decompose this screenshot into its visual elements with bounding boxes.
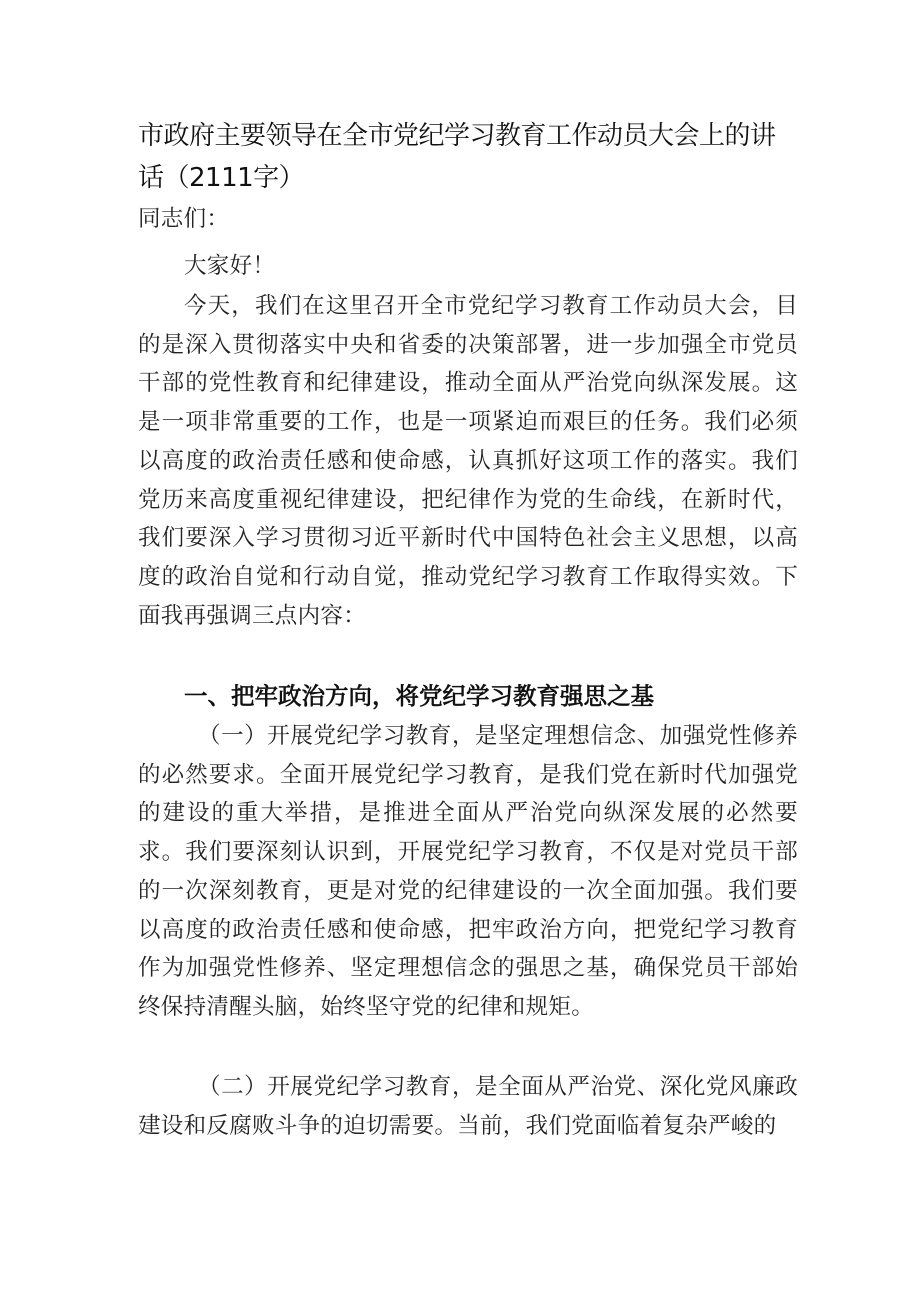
salutation: 同志们： — [138, 206, 230, 232]
greeting: 大家好！ — [184, 253, 276, 279]
section-heading-1: 一、把牢政治方向，将党纪学习教育强思之基 — [184, 682, 654, 710]
document-title: 市政府主要领导在全市党纪学习教育工作动员大会上的讲话（2111字） — [138, 121, 776, 193]
paragraph-point-1: （一）开展党纪学习教育，是坚定理想信念、加强党性修养的必然要求。全面开展党纪学习教育，是我们党在新时代加强党的建设的重大举措，是推进全面从严治党向纵深发展的必然要求。我们要深刻认识到，开展党纪学习教育，不仅是对党员干部的一次深刻教育，更是对党的纪律建设的一次全面加强。我们要以高度的政治责任感和使命感，把牢政治方向，把党纪学习教育作为加强党性修养、坚定理想信念的强思之基，确保党员干部始终保持清醒头脑，始终坚守党的纪律和规矩。 — [138, 723, 798, 1020]
opening-paragraph: 今天，我们在这里召开全市党纪学习教育工作动员大会，目的是深入贯彻落实中央和省委的决策部署，进一步加强全市党员干部的党性教育和纪律建设，推动全面从严治党向纵深发展。这是一项非常重要的工作，也是一项紧迫而艰巨的任务。我们必须以高度的政治责任感和使命感，认真抓好这项工作的落实。我们党历来高度重视纪律建设，把纪律作为党的生命线，在新时代，我们要深入学习贯彻习近平新时代中国特色社会主义思想，以高度的政治自觉和行动自觉，推动党纪学习教育工作取得实效。下面我再强调三点内容： — [138, 293, 798, 629]
paragraph-point-2: （二）开展党纪学习教育，是全面从严治党、深化党风廉政建设和反腐败斗争的迫切需要。当前，我们党面临着复杂严峻的 — [138, 1074, 798, 1139]
